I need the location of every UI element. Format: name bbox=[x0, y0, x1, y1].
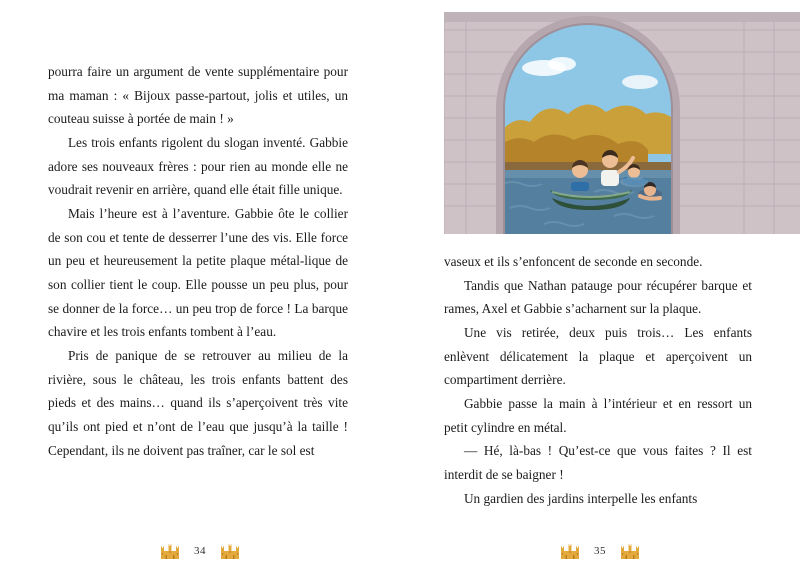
page-number: 34 bbox=[194, 545, 206, 557]
castle-icon bbox=[560, 542, 580, 560]
paragraph: pourra faire un argument de vente supplémentaire pour ma maman : « Bijoux passe-partout, jolis et utiles, un couteau suisse à portée de main ! » bbox=[48, 64, 348, 127]
children-canoe-under-bridge-illustration bbox=[444, 12, 800, 234]
paragraph: Un gardien des jardins interpelle les enfants bbox=[463, 490, 698, 506]
paragraph: vaseux et ils s’enfoncent de seconde en seconde. bbox=[444, 254, 703, 269]
left-page-text bbox=[48, 60, 348, 462]
right-page-text bbox=[444, 250, 752, 510]
paragraph: Gabbie passe la main à l’intérieur et en ressort un petit cylindre en métal. bbox=[444, 395, 752, 435]
paragraph: — Hé, là-bas ! Qu’est-ce que vous faites ? Il est interdit de se baigner ! bbox=[444, 443, 752, 482]
page-number: 35 bbox=[594, 545, 606, 557]
left-page-folio bbox=[0, 542, 400, 560]
paragraph: Les trois enfants rigolent du slogan inventé. Gabbie adore ses nouveaux frères : pour rien au monde elle ne voudrait revenir en arrière, quand elle était fille unique. bbox=[48, 134, 348, 198]
paragraph: Tandis que Nathan patauge pour récupérer barque et rames, Axel et Gabbie s’acharnent sur la plaque. bbox=[444, 277, 752, 317]
castle-icon bbox=[160, 542, 180, 560]
paragraph: Pris de panique de se retrouver au milieu de la rivière, sous le château, les trois enfants battent des pieds et des mains… quand ils s’aperçoivent très vite qu’ils ont pied et n’ont de l’eau que jusqu’à la taille ! Cependant, ils ne doivent pas traîner, car le sol est bbox=[48, 347, 348, 458]
paragraph: Une vis retirée, deux puis trois… Les enfants enlèvent délicatement la plaque et aperçoivent un compartiment derrière. bbox=[444, 324, 752, 388]
castle-icon bbox=[620, 542, 640, 560]
castle-icon bbox=[220, 542, 240, 560]
right-page bbox=[400, 0, 800, 578]
right-page-folio bbox=[400, 542, 800, 560]
paragraph: Mais l’heure est à l’aventure. Gabbie ôte le collier de son cou et tente de desserrer l’une des vis. Elle force un peu et heureusement la petite plaque métal-lique de son collier tient le coup. Elle pousse un peu plus, pour se donner de la force… un peu trop de force ! La barque chavire et les trois enfants tombent à l’eau. bbox=[48, 205, 348, 340]
